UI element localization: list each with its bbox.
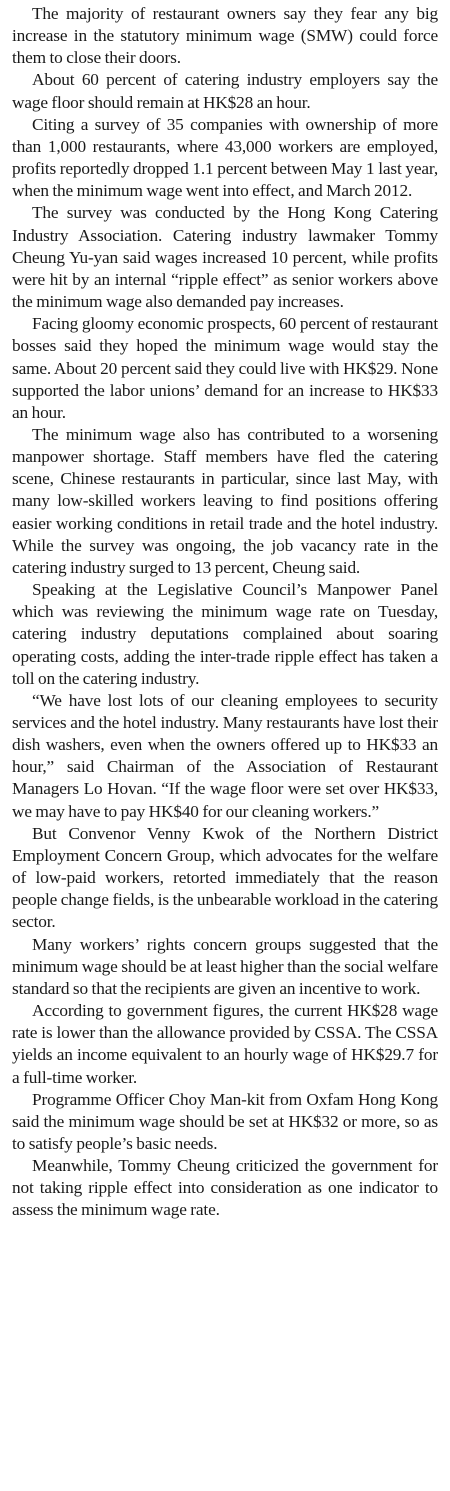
paragraph-13: Meanwhile, Tommy Cheung criticized the government for not taking ripple effect into consideration as one indicator to assess the minimum wage rate. xyxy=(12,1156,438,1220)
paragraph-5: Facing gloomy economic prospects, 60 percent of restaurant bosses said they hoped the minimum wage would stay the same. About 20 percent said they could live with HK$29. None supported the labor unions’ demand for an increase to HK$33 an hour. xyxy=(12,314,438,422)
paragraph-12: Programme Officer Choy Man-kit from Oxfam Hong Kong said the minimum wage should be set at HK$32 or more, so as to satisfy people’s basic needs. xyxy=(12,1089,438,1153)
paragraph-3: Citing a survey of 35 companies with ownership of more than 1,000 restaurants, where 43,000 workers are employed, profits reportedly dropped 1.1 percent between May 1 last year, when the minimum wage went into effect, and March 2012. xyxy=(12,114,438,201)
paragraph-8: “We have lost lots of our cleaning employees to security services and the hotel industry. Many restaurants have lost their dish washers, even when the owners offered up to HK$33 an hour,” said Chairman of the Association of Restaurant Managers Lo Hovan. “If the wage floor were set over HK$33, we may have to pay HK$40 for our cleaning workers.” xyxy=(12,690,438,821)
paragraph-7: Speaking at the Legislative Council’s Manpower Panel which was reviewing the minimum wage rate on Tuesday, catering industry deputations complained about soaring operating costs, adding the inter-trade ripple effect has taken a toll on the catering industry. xyxy=(12,580,438,688)
paragraph-2: About 60 percent of catering industry employers say the wage floor should remain at HK$28 an hour. xyxy=(12,70,438,112)
paragraph-4: The survey was conducted by the Hong Kong Catering Industry Association. Catering industry lawmaker Tommy Cheung Yu-yan said wages increased 10 percent, while profits were hit by an internal “ripple effect” as senior workers above the minimum wage also demanded pay increases. xyxy=(12,203,438,312)
paragraph-9: But Convenor Venny Kwok of the Northern District Employment Concern Group, which advocates for the welfare of low-paid workers, retorted immediately that the reason people change fields, is the unbearable workload in the catering sector. xyxy=(12,823,438,932)
paragraph-1: The majority of restaurant owners say they fear any big increase in the statutory minimum wage (SMW) could force them to close their doors. xyxy=(12,4,438,68)
paragraph-10: Many workers’ rights concern groups suggested that the minimum wage should be at least higher than the social welfare standard so that the recipients are given an incentive to work. xyxy=(12,934,438,998)
paragraph-6: The minimum wage also has contributed to a worsening manpower shortage. Staff members have fled the catering scene, Chinese restaurants in particular, since last May, with many low-skilled workers leaving to find positions offering easier working conditions in retail trade and the hotel industry. While the survey was ongoing, the job vacancy rate in the catering industry surged to 13 percent, Cheung said. xyxy=(12,424,438,577)
paragraph-11: According to government figures, the current HK$28 wage rate is lower than the allowance provided by CSSA. The CSSA yields an income equivalent to an hourly wage of HK$29.7 for a full-time worker. xyxy=(12,1001,438,1087)
